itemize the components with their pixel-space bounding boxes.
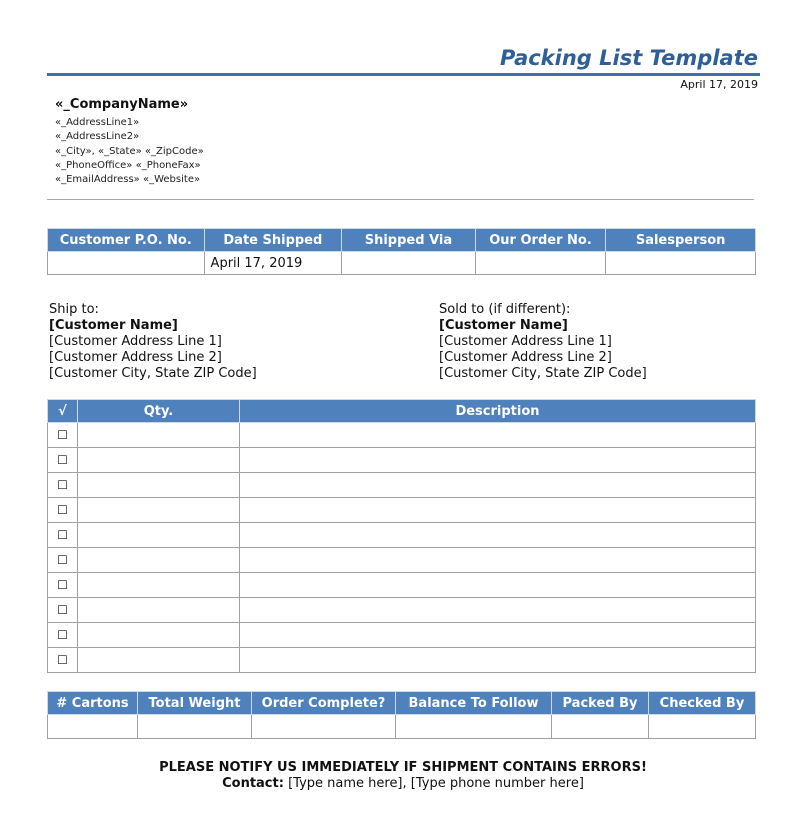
header-checked-by: Checked By bbox=[649, 692, 756, 715]
table-row bbox=[48, 498, 756, 523]
qty-cell[interactable] bbox=[78, 448, 240, 473]
error-notice: PLEASE NOTIFY US IMMEDIATELY IF SHIPMENT CONTAINS ERRORS! bbox=[159, 760, 647, 775]
header-balance-to-follow: Balance To Follow bbox=[396, 692, 552, 715]
sold-to-line2[interactable]: [Customer Address Line 2] bbox=[439, 350, 612, 365]
qty-cell[interactable] bbox=[78, 423, 240, 448]
header-divider bbox=[47, 199, 754, 200]
row-checkbox[interactable]: ☐ bbox=[48, 548, 78, 573]
row-checkbox[interactable]: ☐ bbox=[48, 423, 78, 448]
company-address-line1: «_AddressLine1» bbox=[55, 117, 140, 128]
ship-to-block bbox=[49, 302, 257, 382]
header-description: Description bbox=[240, 400, 756, 423]
table-row bbox=[48, 598, 756, 623]
table-row bbox=[48, 523, 756, 548]
document-date: April 17, 2019 bbox=[680, 78, 758, 91]
ship-to-line1[interactable]: [Customer Address Line 1] bbox=[49, 334, 222, 349]
shipped-via-cell[interactable] bbox=[342, 252, 476, 275]
company-name: «_CompanyName» bbox=[55, 97, 189, 112]
company-phone-line: «_PhoneOffice» «_PhoneFax» bbox=[55, 160, 201, 171]
our-order-no-cell[interactable] bbox=[475, 252, 606, 275]
table-row bbox=[48, 473, 756, 498]
description-cell[interactable] bbox=[240, 598, 756, 623]
qty-cell[interactable] bbox=[78, 548, 240, 573]
header-our-order-no: Our Order No. bbox=[475, 229, 606, 252]
company-city-line: «_City», «_State» «_ZipCode» bbox=[55, 146, 204, 157]
header-order-complete: Order Complete? bbox=[252, 692, 396, 715]
table-row bbox=[48, 648, 756, 673]
row-checkbox[interactable]: ☐ bbox=[48, 598, 78, 623]
qty-cell[interactable] bbox=[78, 498, 240, 523]
header-cartons: # Cartons bbox=[48, 692, 138, 715]
contact-value[interactable]: [Type name here], [Type phone number here] bbox=[288, 776, 584, 791]
sold-to-city[interactable]: [Customer City, State ZIP Code] bbox=[439, 366, 647, 381]
total-weight-cell[interactable] bbox=[138, 715, 252, 739]
row-checkbox[interactable]: ☐ bbox=[48, 498, 78, 523]
description-cell[interactable] bbox=[240, 423, 756, 448]
table-row bbox=[48, 548, 756, 573]
description-cell[interactable] bbox=[240, 648, 756, 673]
contact-label: Contact: bbox=[222, 776, 284, 791]
ship-to-name[interactable]: [Customer Name] bbox=[49, 318, 178, 333]
description-cell[interactable] bbox=[240, 548, 756, 573]
sold-to-label: Sold to (if different): bbox=[439, 302, 571, 317]
title-rule bbox=[47, 73, 760, 76]
ship-to-label: Ship to: bbox=[49, 302, 99, 317]
items-table bbox=[47, 399, 756, 673]
row-checkbox[interactable]: ☐ bbox=[48, 623, 78, 648]
description-cell[interactable] bbox=[240, 473, 756, 498]
description-cell[interactable] bbox=[240, 523, 756, 548]
qty-cell[interactable] bbox=[78, 648, 240, 673]
qty-cell[interactable] bbox=[78, 598, 240, 623]
header-date-shipped: Date Shipped bbox=[204, 229, 342, 252]
items-body bbox=[48, 423, 756, 673]
company-email-line: «_EmailAddress» «_Website» bbox=[55, 174, 201, 185]
header-packed-by: Packed By bbox=[552, 692, 649, 715]
qty-cell[interactable] bbox=[78, 473, 240, 498]
header-salesperson: Salesperson bbox=[606, 229, 756, 252]
qty-cell[interactable] bbox=[78, 523, 240, 548]
description-cell[interactable] bbox=[240, 573, 756, 598]
row-checkbox[interactable]: ☐ bbox=[48, 473, 78, 498]
header-check: √ bbox=[48, 400, 78, 423]
customer-po-cell[interactable] bbox=[48, 252, 205, 275]
ship-to-city[interactable]: [Customer City, State ZIP Code] bbox=[49, 366, 257, 381]
sold-to-name[interactable]: [Customer Name] bbox=[439, 318, 568, 333]
packed-by-cell[interactable] bbox=[552, 715, 649, 739]
contact-line bbox=[0, 776, 806, 791]
row-checkbox[interactable]: ☐ bbox=[48, 448, 78, 473]
table-row bbox=[48, 423, 756, 448]
page-title: Packing List Template bbox=[500, 46, 758, 70]
table-row bbox=[48, 573, 756, 598]
checked-by-cell[interactable] bbox=[649, 715, 756, 739]
row-checkbox[interactable]: ☐ bbox=[48, 573, 78, 598]
table-row bbox=[48, 623, 756, 648]
description-cell[interactable] bbox=[240, 623, 756, 648]
order-info-table bbox=[47, 228, 756, 275]
row-checkbox[interactable]: ☐ bbox=[48, 523, 78, 548]
header-total-weight: Total Weight bbox=[138, 692, 252, 715]
balance-to-follow-cell[interactable] bbox=[396, 715, 552, 739]
row-checkbox[interactable]: ☐ bbox=[48, 648, 78, 673]
company-address-line2: «_AddressLine2» bbox=[55, 131, 140, 142]
header-customer-po: Customer P.O. No. bbox=[48, 229, 205, 252]
qty-cell[interactable] bbox=[78, 623, 240, 648]
cartons-cell[interactable] bbox=[48, 715, 138, 739]
description-cell[interactable] bbox=[240, 448, 756, 473]
salesperson-cell[interactable] bbox=[606, 252, 756, 275]
ship-to-line2[interactable]: [Customer Address Line 2] bbox=[49, 350, 222, 365]
order-complete-cell[interactable] bbox=[252, 715, 396, 739]
table-row bbox=[48, 448, 756, 473]
header-shipped-via: Shipped Via bbox=[342, 229, 476, 252]
date-shipped-cell[interactable]: April 17, 2019 bbox=[204, 252, 342, 275]
description-cell[interactable] bbox=[240, 498, 756, 523]
qty-cell[interactable] bbox=[78, 573, 240, 598]
sold-to-line1[interactable]: [Customer Address Line 1] bbox=[439, 334, 612, 349]
header-qty: Qty. bbox=[78, 400, 240, 423]
summary-table bbox=[47, 691, 756, 739]
sold-to-block bbox=[439, 302, 647, 382]
